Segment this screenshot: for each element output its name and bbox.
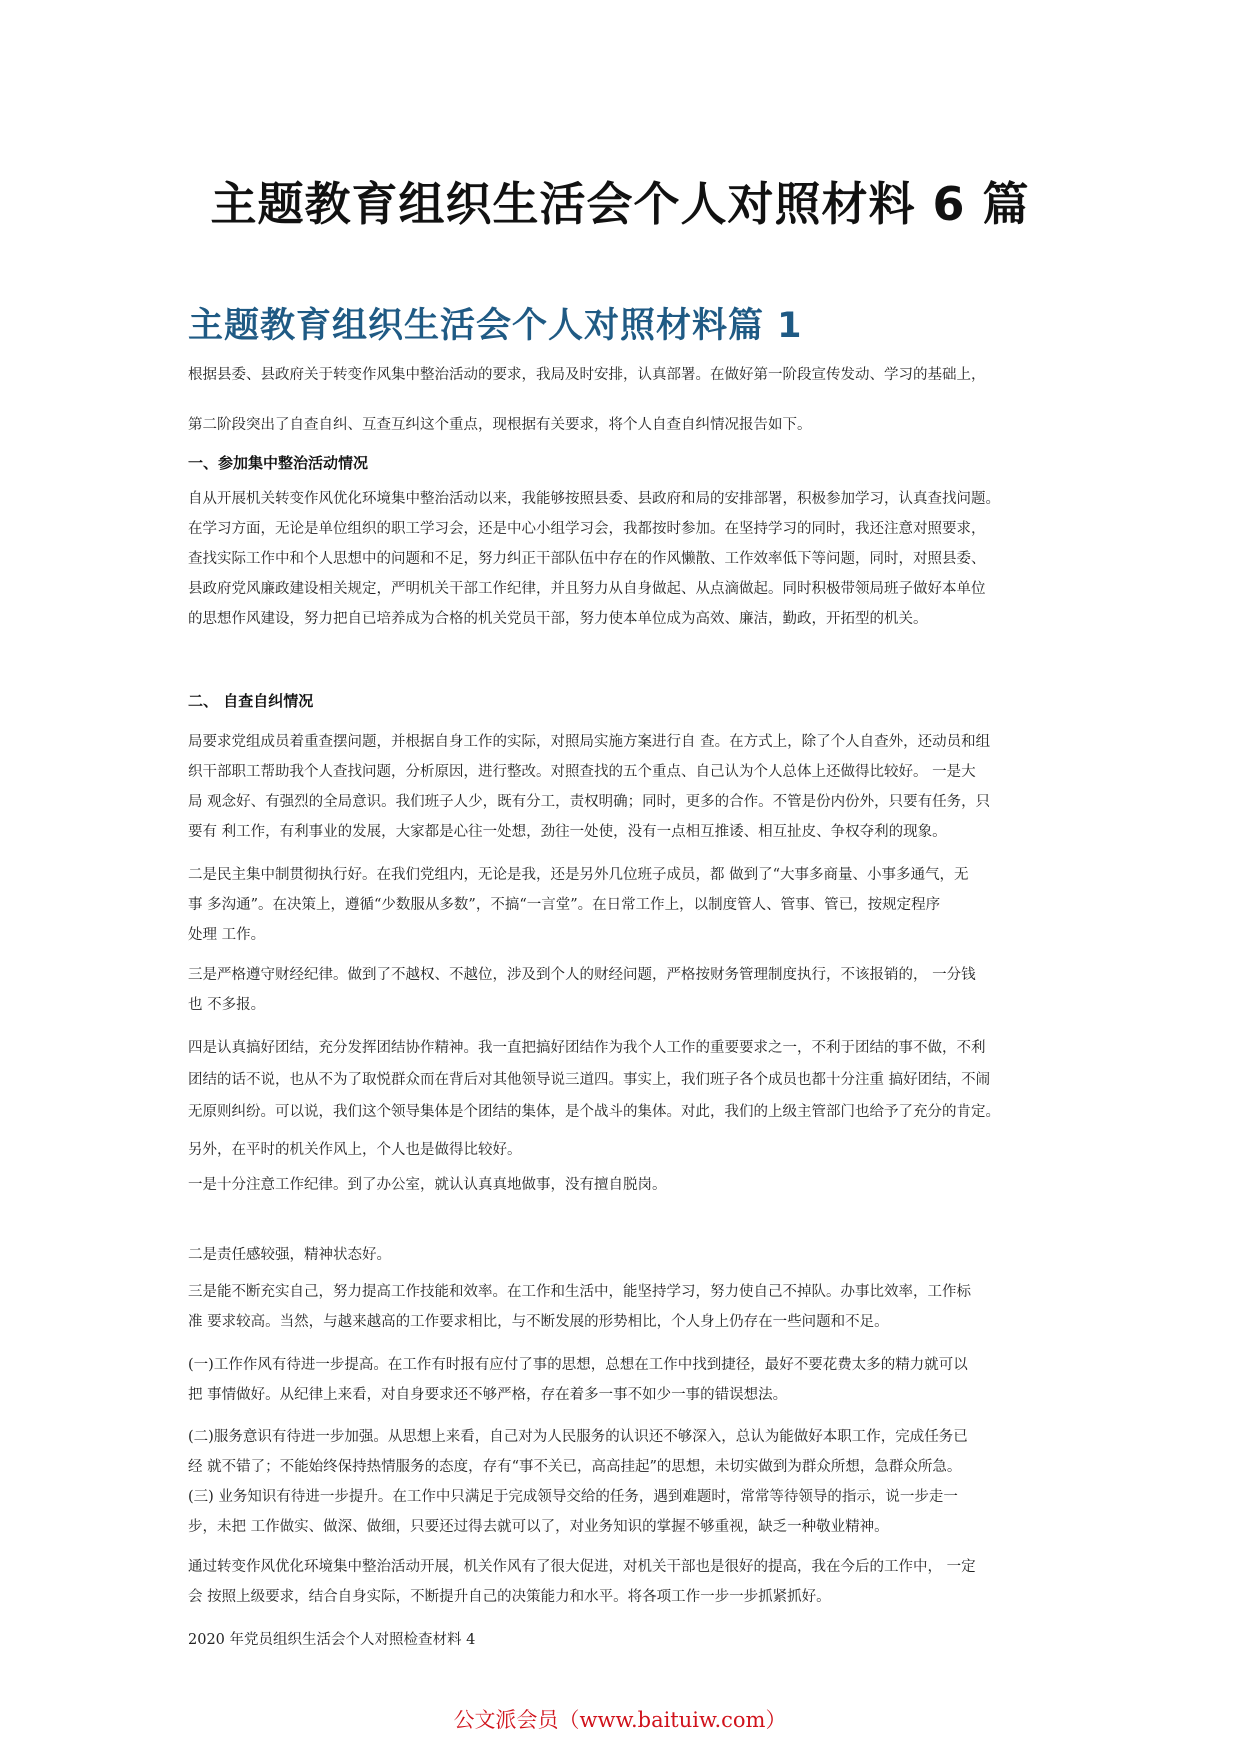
- text-line: 要有 利工作，有利事业的发展，大家都是心往一处想，劲往一处使，没有一点相互推诿、相互扯皮、争权夺利的现象。: [188, 824, 947, 840]
- text-line: 通过转变作风优化环境集中整治活动开展，机关作风有了很大促进，对机关干部也是很好的提高，我在今后的工作中， 一定: [188, 1559, 976, 1575]
- text-line: 准 要求较高。当然，与越来越高的工作要求相比，与不断发展的形势相比，个人身上仍存在一些问题和不足。: [188, 1314, 889, 1330]
- text-line: 自从开展机关转变作风优化环境集中整治活动以来，我能够按照县委、县政府和局的安排部署，积极参加学习，认真查找问题。: [188, 491, 1000, 507]
- text-line: (二)服务意识有待进一步加强。从思想上来看，自己对为人民服务的认识还不够深入，总认为能做好本职工作，完成任务已: [188, 1429, 968, 1445]
- extra-paragraph: 另外，在平时的机关作风上，个人也是做得比较好。: [188, 1142, 522, 1158]
- text-line: 的思想作风建设，努力把自已培养成为合格的机关党员干部，努力使本单位成为高效、廉洁，勤政，开拓型的机关。: [188, 611, 928, 627]
- text-line: 局 观念好、有强烈的全局意识。我们班子人少，既有分工，责权明确；同时，更多的合作。不管是份内份外，只要有任务，只: [188, 794, 991, 810]
- heading-section-1: 一、参加集中整治活动情况: [188, 454, 369, 472]
- text-line: 会 按照上级要求，结合自身实际，不断提升自己的决策能力和水平。将各项工作一步一步抓紧抓好。: [188, 1589, 831, 1605]
- text-line: 三是严格遵守财经纪律。做到了不越权、不越位，涉及到个人的财经问题，严格按财务管理制度执行，不该报销的， 一分钱: [188, 967, 976, 983]
- text-line: 局要求党组成员着重查摆问题，并根据自身工作的实际，对照局实施方案进行自 查。在方式上，除了个人自查外，还动员和组: [188, 734, 991, 750]
- text-line: 无原则纠纷。可以说，我们这个领导集体是个团结的集体，是个战斗的集体。对此，我们的上级主管部门也给予了充分的肯定。: [188, 1104, 1000, 1120]
- heading-section-2: 二、 自查自纠情况: [188, 692, 314, 710]
- text-line: 处理 工作。: [188, 927, 266, 943]
- text-line: 四是认真搞好团结，充分发挥团结协作精神。我一直把搞好团结作为我个人工作的重要要求之一，不利于团结的事不做，不利: [188, 1040, 986, 1056]
- extra-point-3: [188, 1277, 1058, 1337]
- extra-point-1: 一是十分注意工作纪律。到了办公室，就认认真真地做事，没有擅自脱岗。: [188, 1177, 667, 1193]
- section-title: 主题教育组织生活会个人对照材料篇 1: [188, 306, 803, 346]
- point-4-paragraph: [188, 1032, 1058, 1128]
- conclusion-paragraph: [188, 1552, 1058, 1612]
- document-title: 主题教育组织生活会个人对照材料 6 篇: [210, 177, 1030, 231]
- text-line: 也 不多报。: [188, 997, 266, 1013]
- text-line: 查找实际工作中和个人思想中的问题和不足，努力纠正干部队伍中存在的作风懒散、工作效率低下等问题，同时，对照县委、: [188, 551, 986, 567]
- section-2-paragraph: [188, 727, 1058, 847]
- intro-line-2: 第二阶段突出了自查自纠、互查互纠这个重点，现根据有关要求，将个人自查自纠情况报告如下。: [188, 417, 812, 433]
- point-2-paragraph: [188, 860, 1058, 950]
- footer-watermark: 公文派会员（www.baituiw.com）: [453, 1708, 787, 1732]
- extra-point-2: 二是责任感较强，精神状态好。: [188, 1247, 391, 1263]
- issue-2-3-paragraph: [188, 1422, 1058, 1542]
- issue-1-paragraph: [188, 1350, 1058, 1410]
- text-line: 织干部职工帮助我个人查找问题，分析原因，进行整改。对照查找的五个重点、自己认为个人总体上还做得比较好。 一是大: [188, 764, 976, 780]
- next-document-title: 2020 年党员组织生活会个人对照检查材料 4: [188, 1632, 476, 1648]
- text-line: 二是民主集中制贯彻执行好。在我们党组内，无论是我，还是另外几位班子成员，都 做到了“大事多商量、小事多通气，无: [188, 867, 969, 883]
- text-line: (一)工作作风有待进一步提高。在工作有时报有应付了事的思想，总想在工作中找到捷径，最好不要花费太多的精力就可以: [188, 1357, 968, 1373]
- text-line: 团结的话不说，也从不为了取悦群众而在背后对其他领导说三道四。事实上，我们班子各个成员也都十分注重 搞好团结，不闹: [188, 1072, 991, 1088]
- text-line: (三) 业务知识有待进一步提升。在工作中只满足于完成领导交给的任务，遇到难题时，常常等待领导的指示，说一步走一: [188, 1489, 958, 1505]
- text-line: 把 事情做好。从纪律上来看，对自身要求还不够严格，存在着多一事不如少一事的错误想法。: [188, 1387, 788, 1403]
- intro-line-1: 根据县委、县政府关于转变作风集中整治活动的要求，我局及时安排，认真部署。在做好第一阶段宣传发动、学习的基础上，: [188, 367, 986, 383]
- text-line: 县政府党风廉政建设相关规定，严明机关干部工作纪律，并且努力从自身做起、从点滴做起。同时积极带领局班子做好本单位: [188, 581, 986, 597]
- text-line: 事 多沟通”。在决策上，遵循“少数服从多数”，不搞“一言堂”。在日常工作上，以制度管人、管事、管已，按规定程序: [188, 897, 941, 913]
- section-1-paragraph: [188, 484, 1058, 634]
- text-line: 经 就不错了；不能始终保持热情服务的态度，存有“事不关已，高高挂起”的思想，未切实做到为群众所想，急群众所急。: [188, 1459, 962, 1475]
- point-3-paragraph: [188, 960, 1058, 1020]
- text-line: 步，未把 工作做实、做深、做细，只要还过得去就可以了，对业务知识的掌握不够重视，缺乏一种敬业精神。: [188, 1519, 889, 1535]
- text-line: 在学习方面，无论是单位组织的职工学习会，还是中心小组学习会，我都按时参加。在坚持学习的同时，我还注意对照要求，: [188, 521, 986, 537]
- text-line: 三是能不断充实自己，努力提高工作技能和效率。在工作和生活中，能坚持学习，努力使自己不掉队。办事比效率，工作标: [188, 1284, 971, 1300]
